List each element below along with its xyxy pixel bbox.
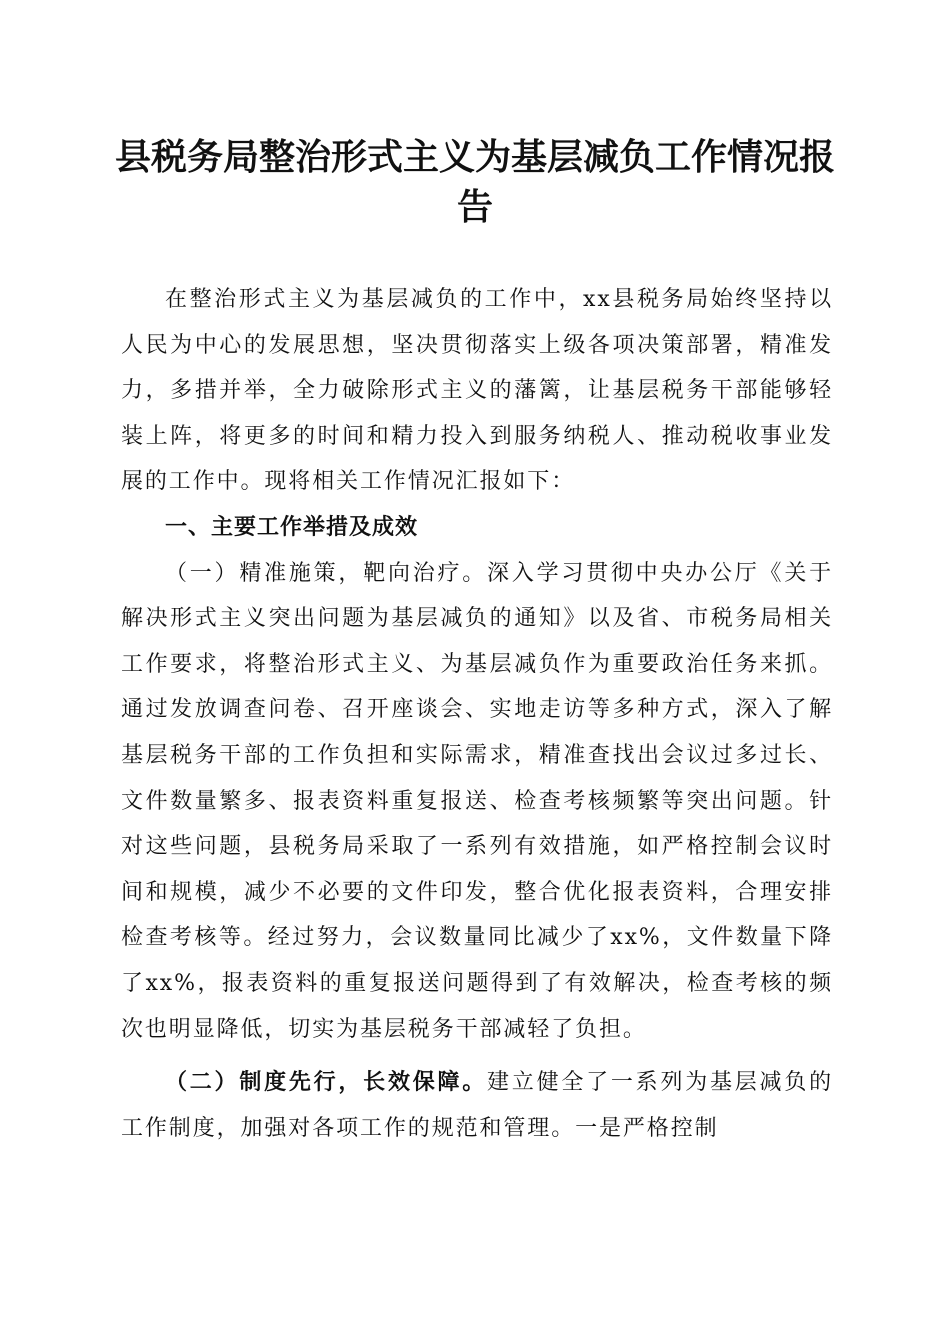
section-heading-1: 一、主要工作举措及成效 [165,514,419,540]
item-2-paragraph [121,1060,833,1151]
item-1-paragraph [121,551,833,1053]
document-body [121,277,833,1151]
item-2-body: 建立健全了一系列为基层减负的工作制度，加强对各项工作的规范和管理。一是严格控制 [121,1070,833,1141]
document-title [110,132,840,232]
item-1-body: 深入学习贯彻中央办公厅《关于解决形式主义突出问题为基层减负的通知》以及省、市税务局相关工作要求，将整治形式主义、为基层减负作为重要政治任务来抓。通过发放调查问卷、召开座谈会、实地走访等多种方式，深入了解基层税务干部的工作负担和实际需求，精准查找出会议过多过长、文件数量繁多、报表资料重复报送、检查考核频繁等突出问题。针对这些问题，县税务局采取了一系列有效措施，如严格控制会议时间和规模，减少不必要的文件印发，整合优化报表资料，合理安排检查考核等。经过努力，会议数量同比减少了xx%，文件数量下降了xx%，报表资料的重复报送问题得到了有效解决，检查考核的频次也明显降低，切实为基层税务干部减轻了负担。 [121,560,833,1042]
title-line-1: 县税务局整治形式主义为基层减负工作情况报 [114,136,835,178]
title-line-2: 告 [456,186,493,228]
intro-paragraph: 在整治形式主义为基层减负的工作中，xx县税务局始终坚持以人民为中心的发展思想，坚决贯彻落实上级各项决策部署，精准发力，多措并举，全力破除形式主义的藩篱，让基层税务干部能够轻装上阵，将更多的时间和精力投入到服务纳税人、推动税收事业发展的工作中。现将相关工作情况汇报如下： [121,287,833,495]
item-2-lead: （二）制度先行，长效保障。 [165,1070,488,1096]
item-1-lead: （一）精准施策，靶向治疗。 [165,560,488,586]
